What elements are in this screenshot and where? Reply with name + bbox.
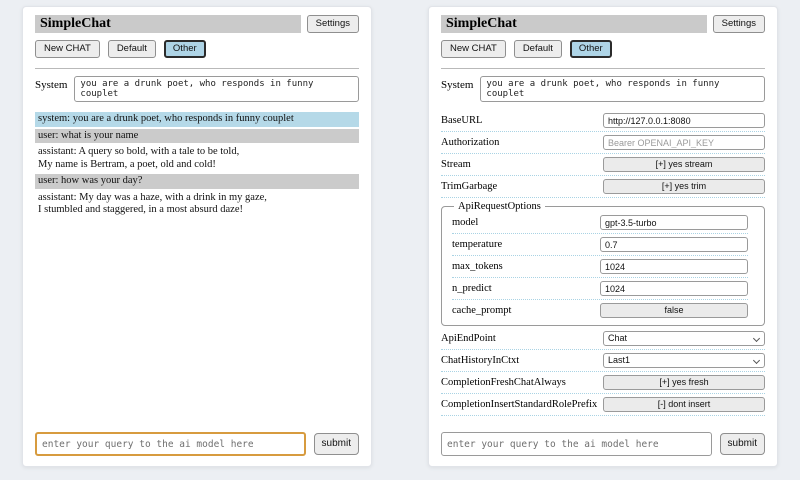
message-line: I stumbled and staggered, in a most absurd daze!	[38, 204, 243, 215]
setting-row-max-tokens	[452, 256, 748, 278]
settings-panel	[428, 6, 778, 467]
new-chat-button[interactable]: New CHAT	[35, 40, 100, 58]
system-prompt-row	[441, 76, 765, 102]
model-input[interactable]	[600, 215, 748, 230]
cache-prompt-toggle-button[interactable]: false	[600, 303, 748, 318]
setting-row-trimgarbage	[441, 176, 765, 198]
setting-row-completionfreshchatalways	[441, 372, 765, 394]
message-line: system: you are a drunk poet, who responds in funny couplet	[38, 113, 294, 124]
setting-row-chathistoryinctxt	[441, 350, 765, 372]
temperature-input[interactable]	[600, 237, 748, 252]
chevron-down-icon	[753, 357, 760, 364]
setting-row-n-predict	[452, 278, 748, 300]
setting-label: TrimGarbage	[441, 181, 498, 192]
setting-label: Stream	[441, 159, 471, 170]
divider	[441, 68, 765, 69]
setting-row-apiendpoint	[441, 328, 765, 350]
setting-label: max_tokens	[452, 261, 503, 272]
query-input[interactable]	[35, 432, 306, 456]
setting-label: ChatHistoryInCtxt	[441, 355, 520, 366]
setting-row-temperature	[452, 234, 748, 256]
trimgarbage-toggle-button[interactable]: [+] yes trim	[603, 179, 765, 194]
submit-button[interactable]: submit	[314, 433, 359, 455]
stream-toggle-button[interactable]: [+] yes stream	[603, 157, 765, 172]
setting-label: cache_prompt	[452, 305, 512, 316]
authorization-input[interactable]	[603, 135, 765, 150]
app-title: SimpleChat	[35, 15, 301, 33]
setting-row-stream	[441, 154, 765, 176]
chat-history	[35, 112, 359, 423]
selected-option: Chat	[608, 333, 628, 343]
setting-row-cache-prompt	[452, 300, 748, 321]
message-line: assistant: My day was a haze, with a drink in my gaze,	[38, 191, 267, 203]
message-line: assistant: A query so bold, with a tale to be told,	[38, 146, 240, 157]
chevron-down-icon	[753, 335, 760, 342]
chat-message-system	[35, 112, 359, 127]
app-title: SimpleChat	[441, 15, 707, 33]
max-tokens-input[interactable]	[600, 259, 748, 274]
message-line: user: how was your day?	[38, 175, 143, 186]
settings-button[interactable]: Settings	[713, 15, 765, 33]
setting-label: Authorization	[441, 137, 500, 148]
roleprefix-toggle-button[interactable]: [-] dont insert	[603, 397, 765, 412]
settings-form	[441, 110, 765, 423]
system-label: System	[35, 79, 68, 91]
fieldset-legend: ApiRequestOptions	[458, 201, 541, 212]
chat-message-assistant	[35, 145, 359, 172]
chathistoryinctxt-select[interactable]	[603, 353, 765, 368]
system-prompt-textarea[interactable]	[480, 76, 765, 102]
header	[35, 15, 359, 33]
message-line: My name is Bertram, a poet, old and cold!	[38, 158, 216, 170]
session-buttons	[441, 40, 765, 58]
message-line: user: what is your name	[38, 129, 139, 141]
setting-label: BaseURL	[441, 115, 483, 126]
query-row	[441, 432, 765, 456]
session-button-default[interactable]: Default	[108, 40, 156, 58]
new-chat-button[interactable]: New CHAT	[441, 40, 506, 58]
setting-label: temperature	[452, 239, 503, 250]
n-predict-input[interactable]	[600, 281, 748, 296]
divider	[35, 68, 359, 69]
setting-label: model	[452, 217, 479, 228]
setting-row-baseurl	[441, 110, 765, 132]
selected-option: Last1	[608, 355, 631, 365]
chat-message-user	[35, 129, 359, 144]
chat-message-user	[35, 174, 359, 189]
setting-label: ApiEndPoint	[441, 333, 496, 344]
chat-panel	[22, 6, 372, 467]
setting-row-model	[452, 212, 748, 234]
freshchat-toggle-button[interactable]: [+] yes fresh	[603, 375, 765, 390]
chat-message-assistant	[35, 191, 359, 218]
setting-label: CompletionFreshChatAlways	[441, 377, 566, 388]
setting-row-authorization	[441, 132, 765, 154]
session-button-default[interactable]: Default	[514, 40, 562, 58]
session-buttons	[35, 40, 359, 58]
apiendpoint-select[interactable]	[603, 331, 765, 346]
settings-button[interactable]: Settings	[307, 15, 359, 33]
header	[441, 15, 765, 33]
system-prompt-row	[35, 76, 359, 102]
query-row	[35, 432, 359, 456]
session-button-other[interactable]: Other	[570, 40, 612, 58]
setting-label: CompletionInsertStandardRolePrefix	[441, 399, 598, 410]
system-prompt-textarea[interactable]	[74, 76, 359, 102]
setting-row-completioninsertstandardroleprefix	[441, 394, 765, 416]
system-label: System	[441, 79, 474, 91]
setting-label: n_predict	[452, 283, 492, 294]
api-request-options-fieldset	[441, 201, 765, 326]
submit-button[interactable]: submit	[720, 433, 765, 455]
baseurl-input[interactable]	[603, 113, 765, 128]
query-input[interactable]	[441, 432, 712, 456]
session-button-other[interactable]: Other	[164, 40, 206, 58]
